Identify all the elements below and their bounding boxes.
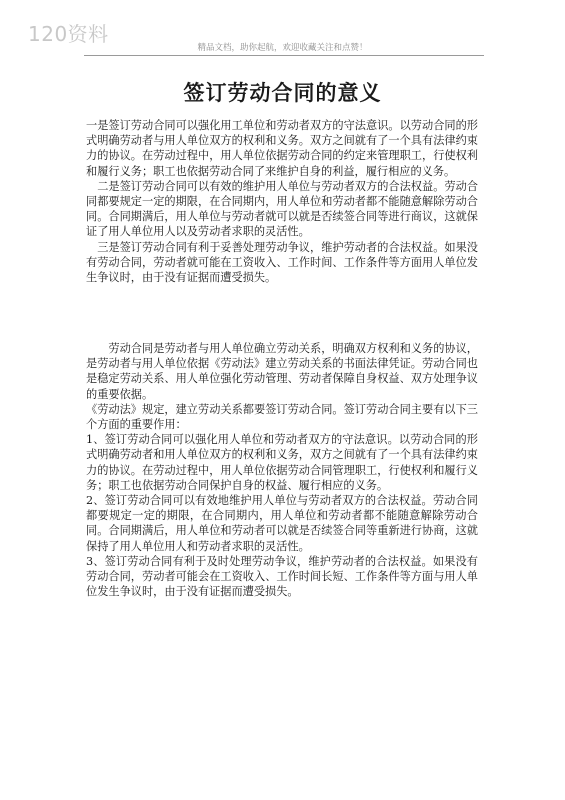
paragraph-lead: 《劳动法》规定，建立劳动关系都要签订劳动合同。签订劳动合同主要有以下三个方面的重要作用： — [86, 402, 478, 432]
function-section — [86, 341, 478, 599]
list-item-2: 2、签订劳动合同可以有效地维护用人单位与劳动者双方的合法权益。劳动合同都要规定一定的期限，在合同期内，用人单位和劳动者都不能随意解除劳动合同。合同期满后，用人单位和劳动者可以就是否续签合同等重新进行协商，这就保持了用人单位用人和劳动者求职的灵活性。 — [86, 494, 478, 553]
paragraph-point-two: 二是签订劳动合同可以有效的维护用人单位与劳动者双方的合法权益。劳动合同都要规定一定的期限，在合同期内，用人单位和劳动者都不能随意解除劳动合同。合同期满后，用人单位与劳动者就可以就是否续签合同等进行商议，这就保证了用人单位用人以及劳动者求职的灵活性。 — [86, 179, 478, 239]
document-title: 签订劳动合同的意义 — [183, 80, 382, 105]
paragraph-intro: 劳动合同是劳动者与用人单位确立劳动关系，明确双方权利和义务的协议，是劳动者与用人单位依据《劳动法》建立劳动关系的书面法律凭证。劳动合同也是稳定劳动关系、用人单位强化劳动管理、劳动者保障自身权益、双方处理争议的重要依据。 — [86, 342, 478, 401]
list-item-1: 1、签订劳动合同可以强化用人单位和劳动者双方的守法意识。以劳动合同的形式明确劳动者和用人单位双方的权利和义务，双方之间就有了一个具有法律约束力的协议。在劳动过程中，用人单位依据劳动合同管理职工，行使权利和履行义务；职工也依据劳动合同保护自身的权益、履行相应的义务。 — [86, 433, 478, 492]
paragraph-point-three: 三是签订劳动合同有利于妥善处理劳动争议，维护劳动者的合法权益。如果没有劳动合同，劳动者就可能在工资收入、工作时间、工作条件等方面用人单位发生争议时，由于没有证据而遭受损失。 — [86, 240, 478, 285]
paragraph-point-one: 一是签订劳动合同可以强化用工单位和劳动者双方的守法意识。以劳动合同的形式明确劳动者与用人单位双方的权利和义务。双方之间就有了一个具有法律约束力的协议。在劳动过程中，用人单位依据劳动合同的约定来管理职工，行使权利和履行义务；职工也依据劳动合同了来维护自身的利益，履行相应的义务。 — [86, 119, 478, 178]
watermark-logo: 120资料 — [28, 22, 109, 46]
significance-section — [86, 118, 478, 285]
header-divider — [84, 55, 484, 56]
list-item-3: 3、签订劳动合同有利于及时处理劳动争议，维护劳动者的合法权益。如果没有劳动合同，劳动者可能会在工资收入、工作时间长短、工作条件等方面与用人单位发生争议时，由于没有证据而遭受损失。 — [86, 554, 478, 599]
header-tagline: 精品文档，助你起航，欢迎收藏关注和点赞！ — [197, 43, 368, 53]
